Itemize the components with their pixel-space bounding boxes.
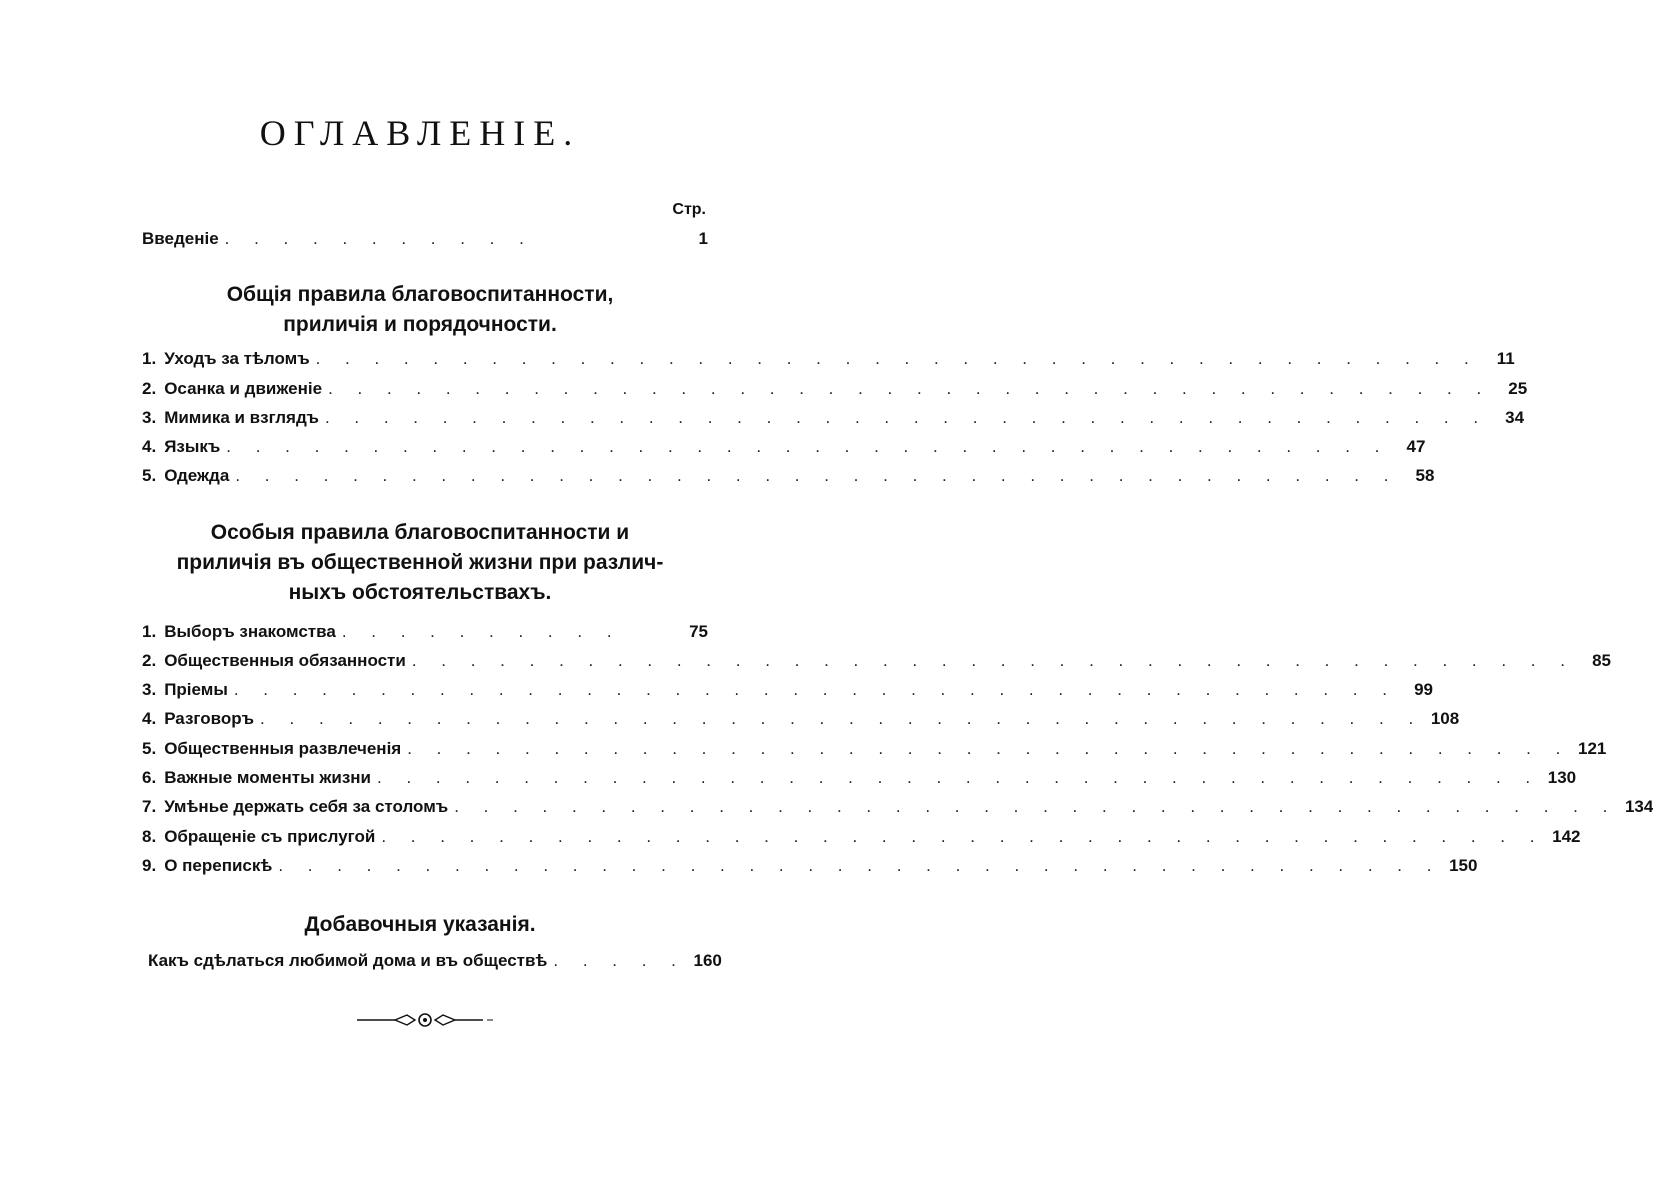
toc-entry-number: 8.: [142, 827, 157, 846]
section-heading-line: Общiя правила благовоспитанности,: [226, 283, 614, 306]
section-heading-2: [0, 518, 840, 608]
dot-leader: . . . . . . . . . . .: [224, 229, 534, 248]
toc-entry-page: 47: [1406, 437, 1426, 456]
section-heading-line: приличiя въ общественной жизни при различ-: [176, 551, 664, 574]
section-heading-3: [0, 910, 840, 940]
dot-leader: . . . . . . . . . . . . . . . . . . . . . . . . . . . . . . . . . . . . . . . .: [278, 856, 1442, 875]
dot-leader: . . . . . . . . . . . . . . . . . . . . . . . . . . . . . . . . . . . . . . . .: [235, 466, 1399, 485]
page-title: ОГЛАВЛЕНIЕ.: [259, 113, 581, 153]
ornament-leaf-left: [395, 1015, 415, 1025]
dot-leader: . . . . . . . . . .: [341, 622, 622, 641]
toc-entry-number: 5.: [142, 739, 157, 758]
toc-entry-page: 134: [1624, 797, 1653, 816]
toc-entry-label: Умѣнье держать себя за столомъ: [164, 797, 449, 816]
toc-entry-label: Общественныя развлеченiя: [164, 739, 402, 758]
toc-entry-number: 3.: [142, 680, 157, 699]
toc-entry: [142, 768, 1577, 794]
toc-entry-label: Введенiе: [142, 229, 219, 248]
toc-entry-page: 108: [1430, 709, 1460, 728]
toc-entry-number: 2.: [142, 651, 157, 670]
dot-leader: . . . . . . . . . . . . . . . . . . . . . . . . . . . . . . . . . . . . . . . .: [233, 680, 1397, 699]
toc-entry-number: 2.: [142, 379, 157, 398]
dot-leader: . . . . . . . . . . . . . . . . . . . . . . . . . . . . . . . . . . . . . . . .: [328, 379, 1492, 398]
toc-entry: [142, 651, 1611, 677]
section-heading-line: приличiя и порядочности.: [283, 313, 557, 336]
toc-entry-number: 4.: [142, 709, 157, 728]
toc-entry-page: 142: [1552, 827, 1581, 846]
toc-entry-label: Разговоръ: [164, 709, 255, 728]
toc-entry: [142, 379, 1528, 405]
toc-entry-page: 150: [1449, 856, 1478, 875]
toc-entry-number: 4.: [142, 437, 157, 456]
toc-entry-page: 58: [1415, 466, 1435, 485]
toc-entry-label: Важные моменты жизни: [164, 768, 371, 787]
toc-entry: [142, 437, 1426, 463]
section-heading-line: Добавочныя указанiя.: [304, 913, 536, 936]
toc-entry-page: 25: [1508, 379, 1528, 398]
toc-entry-number: 5.: [142, 466, 157, 485]
toc-entry-page: 75: [689, 622, 708, 641]
toc-entry-page: 1: [698, 229, 708, 248]
toc-entry-label: Осанка и движенiе: [164, 379, 323, 398]
toc-entry-label: О перепискѣ: [164, 856, 273, 875]
toc-entry-label: Уходъ за тѣломъ: [164, 349, 310, 368]
dot-leader: . . . . . . . . . . . . . . . . . . . . . . . . . . . . . . . . . . . . . . . .: [260, 709, 1424, 728]
toc-entry-page: 160: [693, 951, 722, 970]
toc-entry: [142, 709, 1460, 735]
toc-entry-label: Прiемы: [164, 680, 228, 699]
dot-leader: . . . . . . . . . . . . . . . . . . . . . . . . . . . . . . . . . . . . . . . .: [407, 739, 1571, 758]
toc-entry-number: 1.: [142, 349, 157, 368]
toc-entry: [148, 951, 722, 977]
toc-entry-intro: [142, 229, 708, 255]
dot-leader: . . . . . . . . . . . . . . . . . . . . . . . . . . . . . . . . . . . . . . . .: [226, 437, 1390, 456]
ornament-center-dot: [423, 1018, 427, 1022]
toc-entry-page: 11: [1496, 349, 1515, 368]
toc-entry: [142, 856, 1478, 882]
toc-entry-number: 1.: [142, 622, 157, 641]
toc-entry-label: Общественныя обязанности: [164, 651, 406, 670]
toc-entry-page: 34: [1505, 408, 1525, 427]
toc-entry-label: Какъ сдѣлаться любимой дома и въ обществѣ: [148, 951, 548, 970]
ornament-divider: [355, 1008, 495, 1032]
toc-entry: [142, 739, 1607, 765]
toc-entry: [142, 797, 1653, 823]
toc-entry: [142, 466, 1435, 492]
toc-entry-label: Обращенiе съ прислугой: [164, 827, 376, 846]
dot-leader: . . . . . . . . . . . . . . . . . . . . . . . . . . . . . . . . . . . . . . . .: [454, 797, 1618, 816]
toc-entry-label: Мимика и взглядъ: [164, 408, 319, 427]
toc-entry-page: 85: [1592, 651, 1611, 670]
toc-entry-number: 9.: [142, 856, 157, 875]
toc-entry: [142, 349, 1515, 375]
dot-leader: . . . . . . . . . . . . . . . . . . . . . . . . . . . . . . . . . . . . . . . .: [411, 651, 1575, 670]
toc-entry-number: 7.: [142, 797, 157, 816]
section-heading-line: ныхъ обстоятельствахъ.: [288, 581, 552, 604]
toc-entry: [142, 827, 1581, 853]
ornament-leaf-right: [435, 1015, 455, 1025]
dot-leader: . . . . . . . . . . . . . . . . . . . . . . . . . . . . . . . . . . . . . . . .: [381, 827, 1545, 846]
page-column-label: Стр.: [672, 201, 706, 218]
toc-entry: [142, 680, 1433, 706]
section-heading-1: [0, 280, 840, 340]
section-heading-line: Особыя правила благовоспитанности и: [210, 521, 630, 544]
toc-entry: [142, 622, 708, 648]
dot-leader: . . . . .: [553, 951, 686, 970]
toc-entry-page: 121: [1577, 739, 1607, 758]
dot-leader: . . . . . . . . . . . . . . . . . . . . . . . . . . . . . . . . . . . . . . . .: [377, 768, 1541, 787]
dot-leader: . . . . . . . . . . . . . . . . . . . . . . . . . . . . . . . . . . . . . . . .: [324, 408, 1489, 427]
toc-entry-number: 6.: [142, 768, 157, 787]
toc-entry-page: 130: [1547, 768, 1577, 787]
toc-entry-page: 99: [1414, 680, 1433, 699]
toc-entry: [142, 408, 1525, 434]
toc-entry-label: Выборъ знакомства: [164, 622, 336, 641]
toc-entry-label: Языкъ: [164, 437, 221, 456]
toc-entry-number: 3.: [142, 408, 157, 427]
dot-leader: . . . . . . . . . . . . . . . . . . . . . . . . . . . . . . . . . . . . . . . .: [315, 349, 1479, 368]
toc-entry-label: Одежда: [164, 466, 230, 485]
